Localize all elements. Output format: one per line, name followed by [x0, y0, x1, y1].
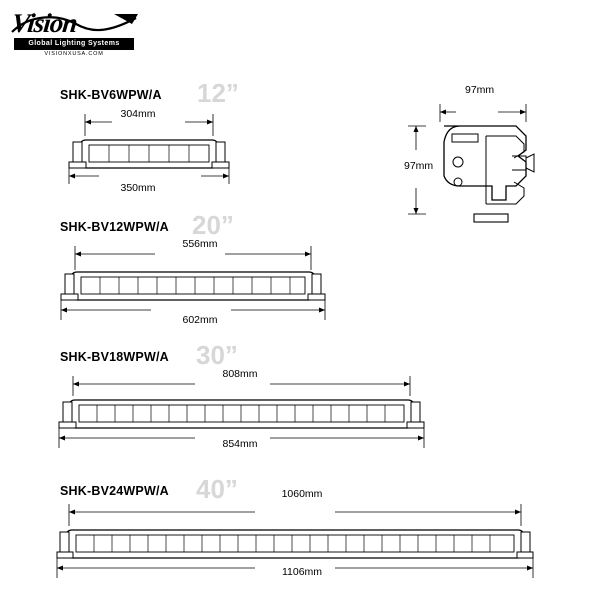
lightbar-drawing-4	[55, 496, 555, 591]
lightbar-drawing-3	[55, 362, 455, 457]
model-name-4: SHK-BV24WPW/A	[60, 484, 169, 498]
model-name-2: SHK-BV12WPW/A	[60, 220, 169, 234]
top-dimension-4: 1060mm	[281, 488, 323, 500]
logo-tagline: Global Lighting Systems	[28, 40, 120, 47]
model-size-3: 30”	[196, 340, 238, 370]
bottom-dimension-2: 602mm	[182, 314, 218, 326]
side-view-width-dim: 97mm	[465, 84, 495, 96]
model-size-1: 12”	[197, 78, 239, 108]
bottom-dimension-3: 854mm	[222, 438, 258, 450]
model-name-1: SHK-BV6WPW/A	[60, 88, 162, 102]
lightbar-drawing-2	[55, 232, 355, 327]
lightbar-drawing-1	[55, 100, 255, 195]
top-dimension-2: 556mm	[182, 238, 218, 250]
side-view-height-dim: 97mm	[404, 160, 434, 172]
top-dimension-1: 304mm	[120, 108, 156, 120]
top-dimension-3: 808mm	[222, 368, 258, 380]
bottom-dimension-4: 1106mm	[281, 566, 323, 578]
logo-website: VISIONXUSA.COM	[44, 51, 104, 57]
side-view-drawing	[400, 96, 560, 246]
bottom-dimension-1: 350mm	[120, 182, 156, 194]
model-size-4: 40”	[196, 474, 238, 504]
logo-wordmark: Vision	[10, 8, 79, 38]
model-name-3: SHK-BV18WPW/A	[60, 350, 169, 364]
model-size-2: 20”	[192, 210, 234, 240]
